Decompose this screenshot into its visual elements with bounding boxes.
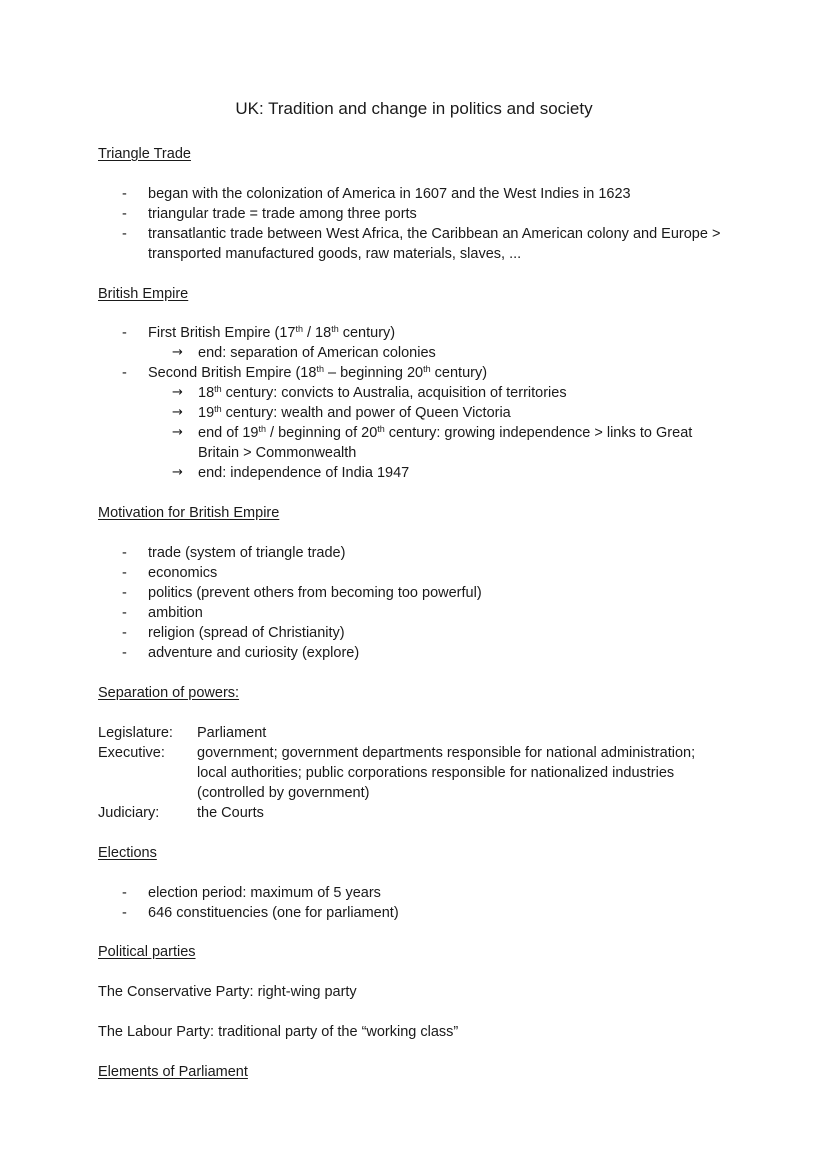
sub-item: end of 19th / beginning of 20th century: growing independence > links to Great: [198, 424, 693, 441]
arrow-icon: →: [172, 425, 183, 440]
sub-item: end: separation of American colonies: [198, 345, 436, 361]
legislature-value: Parliament: [197, 725, 267, 741]
bullet-dash: -: [122, 565, 127, 581]
bullet-dash: -: [122, 186, 127, 202]
bullet-dash: -: [122, 545, 127, 561]
bullet-dash: -: [122, 325, 127, 341]
heading-motivation: Motivation for British Empire: [98, 505, 280, 521]
list-item: began with the colonization of America in 1607 and the West Indies in 1623: [148, 186, 631, 202]
list-item-continuation: transported manufactured goods, raw materials, slaves, ...: [148, 246, 522, 262]
executive-value: (controlled by government): [197, 785, 370, 801]
heading-british-empire: British Empire: [98, 286, 189, 302]
arrow-icon: →: [172, 385, 183, 400]
list-item: economics: [148, 565, 218, 581]
document-title: UK: Tradition and change in politics and society: [235, 99, 593, 118]
sub-item: 18th century: convicts to Australia, acquisition of territories: [198, 384, 567, 401]
heading-elections: Elections: [98, 845, 157, 861]
bullet-dash: -: [122, 226, 127, 242]
bullet-dash: -: [122, 885, 127, 901]
list-item: adventure and curiosity (explore): [148, 645, 360, 661]
list-item: ambition: [148, 605, 203, 621]
sub-item: 19th century: wealth and power of Queen Victoria: [198, 404, 511, 421]
list-item: trade (system of triangle trade): [148, 545, 346, 561]
bullet-dash: -: [122, 365, 127, 381]
bullet-dash: -: [122, 605, 127, 621]
legislature-label: Legislature:: [98, 725, 173, 741]
arrow-icon: →: [172, 405, 183, 420]
executive-label: Executive:: [98, 745, 165, 761]
executive-value: local authorities; public corporations responsible for nationalized industries: [197, 765, 675, 781]
judiciary-value: the Courts: [197, 805, 264, 821]
heading-separation-of-powers: Separation of powers:: [98, 685, 240, 701]
list-item: transatlantic trade between West Africa, the Caribbean an American colony and Europe >: [148, 226, 721, 242]
list-item-second-empire: Second British Empire (18th – beginning 20th century): [148, 364, 488, 381]
party-labour: The Labour Party: traditional party of the “working class”: [98, 1024, 459, 1040]
bullet-dash: -: [122, 625, 127, 641]
list-item-first-empire: First British Empire (17th / 18th century): [148, 324, 396, 341]
heading-triangle-trade: Triangle Trade: [98, 146, 191, 162]
sub-item: end: independence of India 1947: [198, 465, 410, 481]
list-item: politics (prevent others from becoming too powerful): [148, 585, 482, 601]
party-conservative: The Conservative Party: right-wing party: [98, 984, 357, 1000]
bullet-dash: -: [122, 645, 127, 661]
bullet-dash: -: [122, 206, 127, 222]
sub-item-continuation: Britain > Commonwealth: [198, 445, 357, 461]
executive-value: government; government departments responsible for national administration;: [197, 745, 696, 761]
list-item: religion (spread of Christianity): [148, 625, 345, 641]
judiciary-label: Judiciary:: [98, 805, 160, 821]
heading-elements-of-parliament: Elements of Parliament: [98, 1064, 248, 1080]
list-item: 646 constituencies (one for parliament): [148, 905, 399, 921]
list-item: triangular trade = trade among three ports: [148, 206, 417, 222]
list-item: election period: maximum of 5 years: [148, 885, 381, 901]
bullet-dash: -: [122, 585, 127, 601]
arrow-icon: →: [172, 465, 183, 480]
heading-political-parties: Political parties: [98, 944, 196, 960]
arrow-icon: →: [172, 345, 183, 360]
bullet-dash: -: [122, 905, 127, 921]
